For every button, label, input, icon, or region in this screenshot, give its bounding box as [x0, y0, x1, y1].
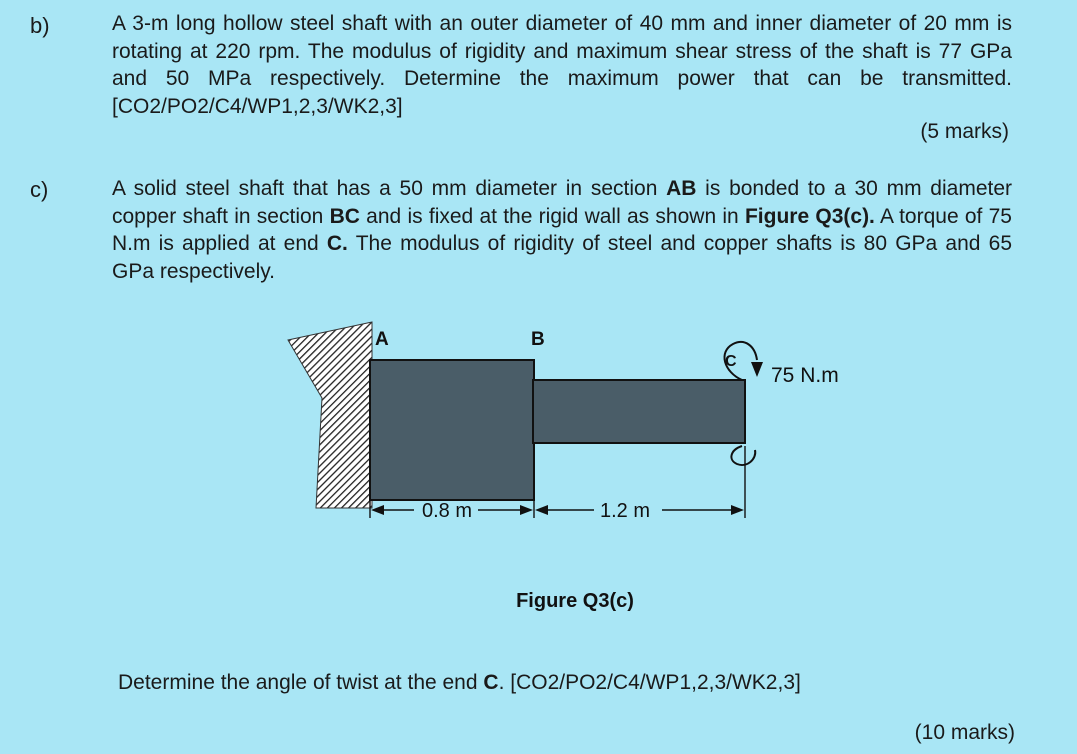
- part-b-marks: (5 marks): [920, 120, 1009, 143]
- part-c-text: A solid steel shaft that has a 50 mm diameter in section AB is bonded to a 30 mm diameter copper shaft in section BC and is fixed at the rigid wall as shown in Figure Q3(c). A torque of 75 N.m is applied at end C. The modulus of rigidity of steel and copper shafts is 80 GPa and 65 GPa respectively.: [112, 177, 1013, 283]
- shaft-ab: [370, 360, 534, 500]
- length-bc-label: 1.2 m: [600, 500, 651, 522]
- rigid-wall: [288, 322, 372, 508]
- point-b-label: B: [531, 329, 545, 350]
- section-ab-ref: AB: [666, 177, 697, 200]
- end-c-ref: C.: [326, 232, 348, 255]
- part-c-marks: (10 marks): [914, 721, 1015, 744]
- figure-caption: Figure Q3(c): [516, 590, 634, 612]
- figure-ref: Figure Q3(c).: [744, 204, 875, 228]
- point-c-label: C: [725, 353, 737, 370]
- part-b-text: A 3-m long hollow steel shaft with an outer diameter of 40 mm and inner diameter of 20 mm is rotating at 220 rpm. The modulus of rigidity and maximum shear stress of the shaft is 77 GPa and 50 MPa respectively. Determine the maximum power that can be transmitted. [CO2/PO2/C4/WP1,2,3/WK2,3]: [112, 12, 1012, 118]
- part-b-label: b): [30, 13, 50, 38]
- point-a-label: A: [375, 329, 389, 350]
- torque-label: 75 N.m: [771, 364, 839, 387]
- length-ab-label: 0.8 m: [422, 500, 473, 522]
- part-c-question: Determine the angle of twist at the end C. [CO2/PO2/C4/WP1,2,3/WK2,3]: [118, 671, 801, 694]
- section-bc-ref: BC: [329, 204, 360, 228]
- shaft-bc: [533, 380, 745, 443]
- part-c-label: c): [30, 177, 49, 202]
